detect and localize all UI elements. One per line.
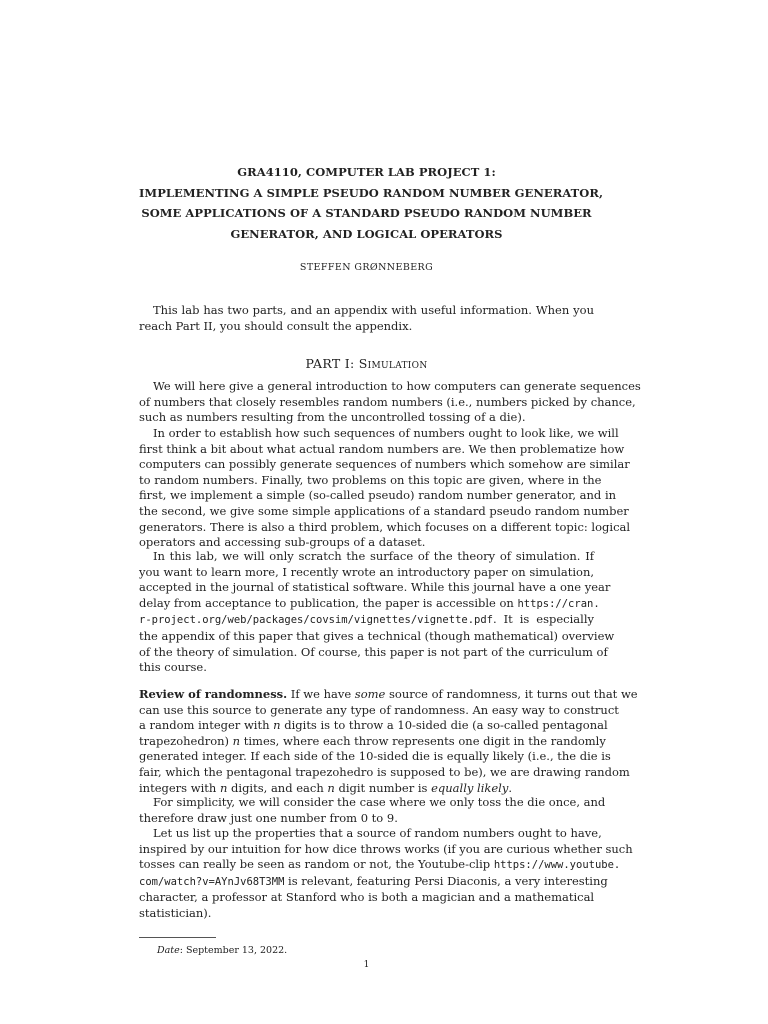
text-line: reach Part II, you should consult the appendix. xyxy=(139,318,413,333)
paragraph-1 xyxy=(139,379,641,426)
text-run: . xyxy=(508,780,513,795)
text-line xyxy=(139,595,600,613)
text-run: digits is to throw a 10-sided die (a so-called pentagonal xyxy=(280,718,608,733)
text-line: For simplicity, we will consider the case where we only toss the die once, and xyxy=(153,795,606,809)
text-line: accepted in the journal of statistical software. While this journal have a one year xyxy=(139,580,611,595)
footnote-text: : September 13, 2022. xyxy=(179,945,288,956)
text-line: the appendix of this paper that gives a technical (though mathematical) overview xyxy=(139,628,615,643)
text-run: digit number is xyxy=(334,780,432,795)
text-line: of the theory of simulation. Of course, this paper is not part of the curriculum of xyxy=(139,644,608,659)
section-name: Simulation xyxy=(358,356,428,371)
footnote xyxy=(157,945,287,956)
text-line: fair, which the pentagonal trapezohedro is supposed to be), we are drawing random xyxy=(139,764,630,779)
footnote-rule xyxy=(139,937,216,938)
text-line xyxy=(139,612,594,629)
paragraph-6 xyxy=(139,826,633,922)
title-line: GENERATOR, AND LOGICAL OPERATORS xyxy=(230,226,503,241)
text-line: In order to establish how such sequences of numbers ought to look like, we will xyxy=(153,426,619,440)
text-run: times, where each throw represents one digit in the randomly xyxy=(240,733,606,748)
text-line: first, we implement a simple (so-called pseudo) random number generator, and in xyxy=(139,488,617,503)
text-run: is relevant, featuring Persi Diaconis, a very interesting xyxy=(284,873,608,888)
text-run: equally likely xyxy=(431,780,509,795)
math-var: n xyxy=(273,718,281,733)
author: STEFFEN GRØNNEBERG xyxy=(299,262,434,273)
section-heading xyxy=(139,356,594,371)
text-line xyxy=(139,781,594,797)
paper-title xyxy=(139,162,604,244)
text-line: operators and accessing sub-groups of a dataset. xyxy=(139,535,426,550)
text-line: therefore draw just one number from 0 to 9. xyxy=(139,810,398,825)
text-run: a random integer with xyxy=(139,718,274,733)
text-run: trapezohedron) xyxy=(139,733,233,748)
url-link[interactable]: https://cran. xyxy=(517,597,600,610)
math-var: n xyxy=(219,780,228,795)
text-line xyxy=(139,733,606,750)
url-link[interactable]: r-project.org/web/packages/covsim/vignettes/vignette.pdf xyxy=(139,614,494,627)
text-line: statistician). xyxy=(139,905,212,920)
text-line: In this lab, we will only scratch the surface of the theory of simulation. If xyxy=(153,549,594,563)
text-run: tosses can really be seen as random or not, the Youtube-clip xyxy=(139,857,494,872)
text-line xyxy=(139,857,621,874)
title-line: GRA4110, COMPUTER LAB PROJECT 1: xyxy=(237,165,496,179)
url-link[interactable]: https://www.youtube. xyxy=(493,859,621,872)
text-line: this course. xyxy=(139,660,207,675)
text-line: We will here give a general introduction to how computers can generate sequences xyxy=(153,379,641,393)
url-link[interactable]: com/watch?v=AYnJv68T3MM xyxy=(139,875,285,888)
text-line: Let us list up the properties that a source of random numbers ought to have, xyxy=(153,826,602,840)
text-run: integers with xyxy=(139,780,220,795)
paragraph-5 xyxy=(139,795,606,826)
paragraph-4 xyxy=(139,687,638,796)
text-line: generators. There is also a third problem, which focuses on a different topic: logical xyxy=(139,519,631,534)
text-run: digits, and each xyxy=(227,780,328,795)
text-line: character, a professor at Stanford who is both a magician and a mathematical xyxy=(139,890,595,905)
math-var: n xyxy=(232,733,241,748)
text-line xyxy=(139,718,608,734)
page-number: 1 xyxy=(363,960,370,970)
text-line: you want to learn more, I recently wrote an introductory paper on simulation, xyxy=(139,564,595,579)
text-line: can use this source to generate any type of randomness. An easy way to construct xyxy=(139,702,619,717)
text-run: some xyxy=(354,687,386,701)
text-line: computers can possibly generate sequences of numbers which somehow are similar xyxy=(139,457,630,472)
paragraph-3 xyxy=(139,549,615,676)
text-run: delay from acceptance to publication, the paper is accessible on xyxy=(139,595,518,610)
math-var: n xyxy=(327,780,335,795)
text-run: . It is especially xyxy=(493,612,594,627)
text-line xyxy=(139,873,608,891)
text-line: to random numbers. Finally, two problems on this topic are given, where in the xyxy=(139,472,602,487)
text-line: inspired by our intuition for how dice throws works (if you are curious whether such xyxy=(139,841,633,856)
text-run: If we have xyxy=(287,687,355,701)
text-run: source of randomness, it turns out that we xyxy=(385,687,638,701)
text-line xyxy=(139,687,638,703)
title-line: IMPLEMENTING A SIMPLE PSEUDO RANDOM NUMBER GENERATOR, xyxy=(139,185,604,200)
text-line: first think a bit about what actual random numbers are. We then problematize how xyxy=(139,441,625,456)
text-line: This lab has two parts, and an appendix with useful information. When you xyxy=(153,303,594,317)
intro-paragraph xyxy=(139,303,594,334)
text-line: of numbers that closely resembles random numbers (i.e., numbers picked by chance, xyxy=(139,394,636,409)
text-line: generated integer. If each side of the 10-sided die is equally likely (i.e., the die is xyxy=(139,749,611,764)
text-line: such as numbers resulting from the uncontrolled tossing of a die). xyxy=(139,410,526,425)
title-line: SOME APPLICATIONS OF A STANDARD PSEUDO RANDOM NUMBER xyxy=(141,206,592,220)
paragraph-heading: Review of randomness. xyxy=(139,687,288,701)
section-prefix: PART I: xyxy=(305,356,359,371)
text-line: the second, we give some simple applications of a standard pseudo random number xyxy=(139,503,629,518)
paragraph-2 xyxy=(139,426,631,551)
footnote-label: Date xyxy=(157,945,180,956)
